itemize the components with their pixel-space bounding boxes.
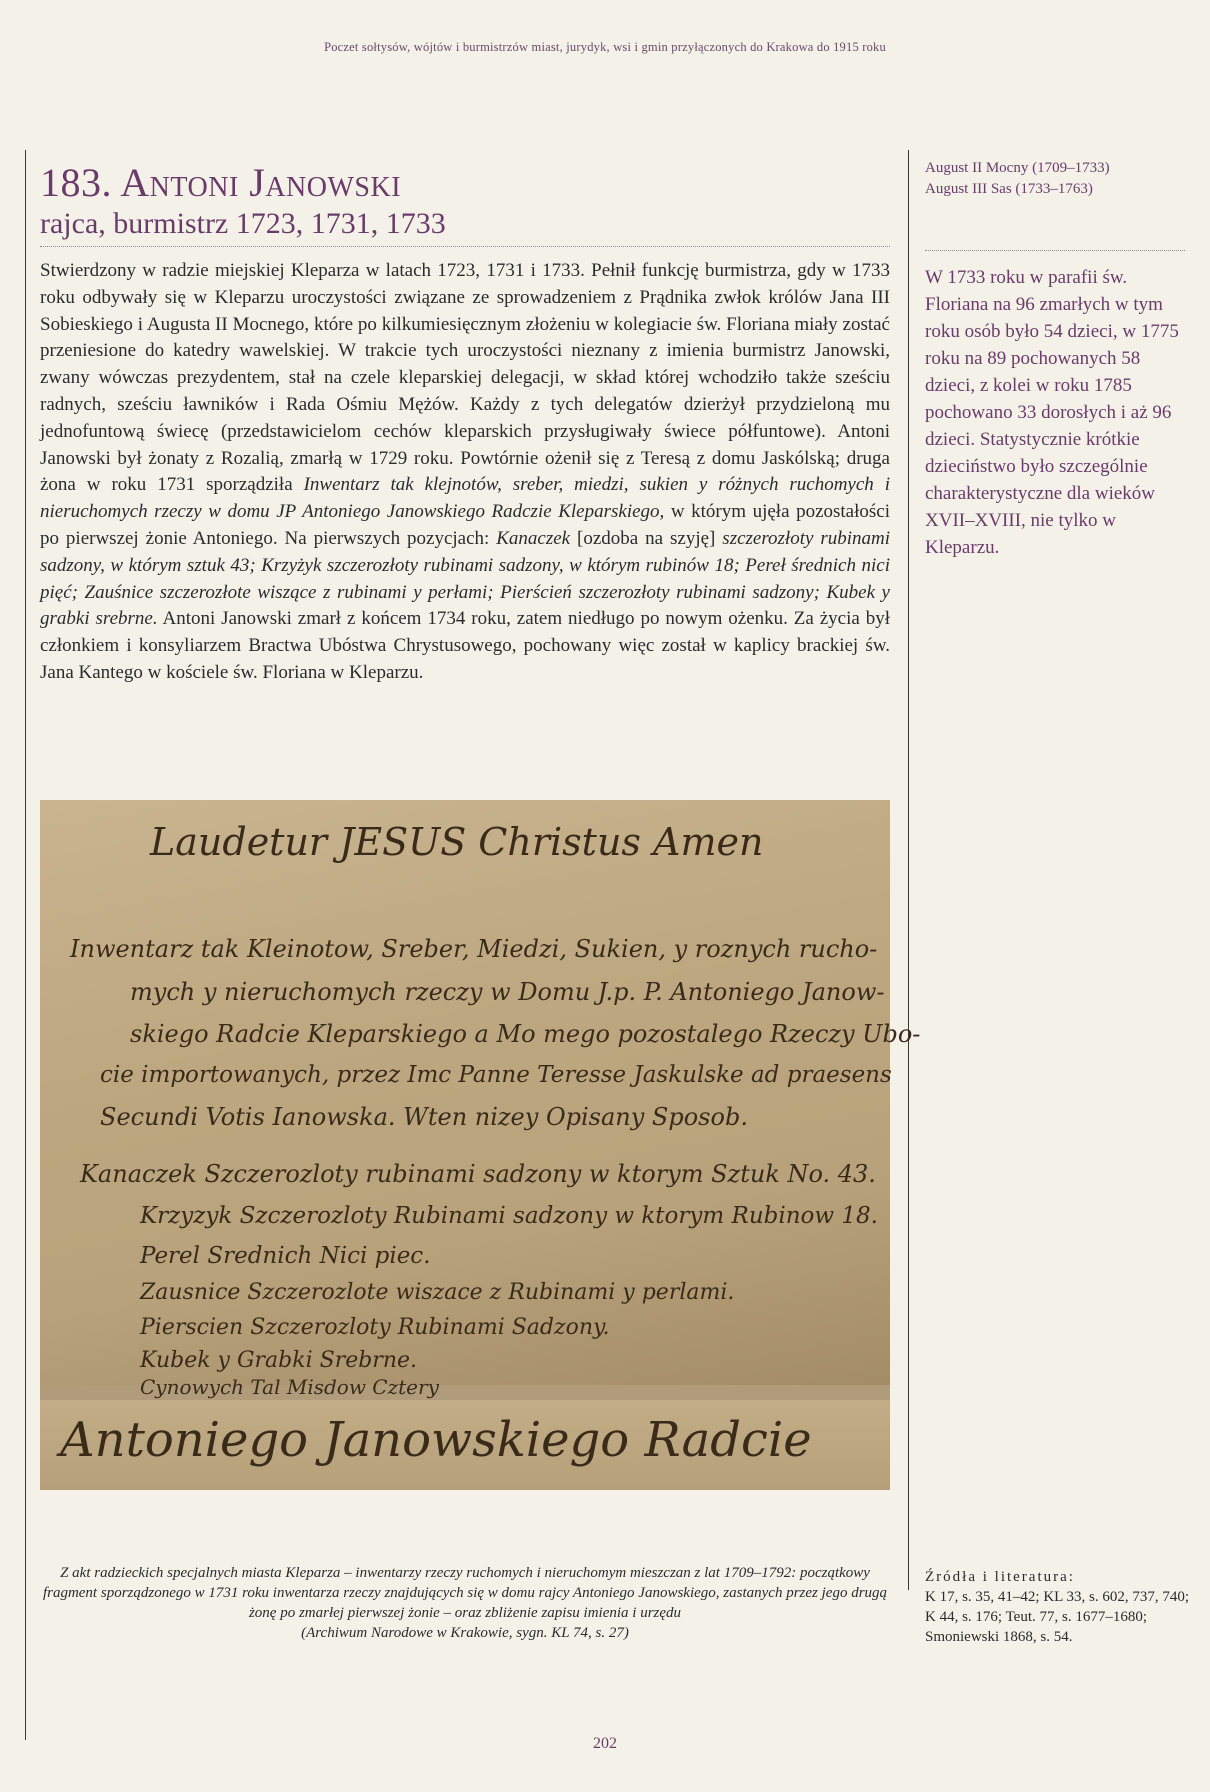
left-margin-rule	[25, 150, 26, 1740]
body-italic-1: Inwentarz tak klejnotów, sreber, miedzi, sukien y różnych ruchomych i nieruchomych rzeczy w domu JP Antoniego Janowskiego Radczie Kleparskiego,	[40, 474, 890, 523]
column-divider-rule	[908, 150, 909, 1590]
sources-text: K 17, s. 35, 41–42; KL 33, s. 602, 737, 740; K 44, s. 176; Teut. 77, s. 1677–1680; Smoniewski 1868, s. 54.	[925, 1589, 1190, 1645]
figure-caption	[40, 1563, 890, 1643]
manuscript-photo	[40, 800, 921, 1490]
manuscript-line: Cynowych Tal Misdow Cztery	[140, 1375, 439, 1399]
body-text-3: [ozdoba na szyję]	[570, 527, 723, 549]
manuscript-line: Inwentarz tak Kleinotow, Sreber, Miedzi, Sukien, y roznych rucho-	[70, 935, 878, 963]
ruler-line-2: August III Sas (1733–1763)	[925, 181, 1093, 197]
body-italic-2: Kanaczek	[496, 527, 571, 549]
sidebar-divider	[925, 250, 1185, 251]
entry-title	[40, 162, 890, 204]
entry-body	[40, 258, 890, 687]
manuscript-line: Pierscien Szczerozloty Rubinami Sadzony.	[140, 1315, 610, 1340]
manuscript-page	[40, 800, 921, 1399]
caption-source: (Archiwum Narodowe w Krakowie, sygn. KL 74, s. 27)	[301, 1625, 629, 1641]
title-divider	[40, 246, 890, 247]
page-number: 202	[593, 1735, 617, 1752]
manuscript-line: Kanaczek Szczerozloty rubinami sadzony w ktorym Sztuk No. 43.	[80, 1160, 876, 1188]
entry-name: Antoni Janowski	[120, 160, 402, 205]
manuscript-line: Kubek y Grabki Srebrne.	[140, 1348, 418, 1373]
manuscript-line: Krzyzyk Szczerozloty Rubinami sadzony w ktorym Rubinow 18.	[140, 1203, 878, 1229]
sidebar-note: W 1733 roku w parafii św. Floriana na 96 zmarłych w tym roku osób było 54 dzieci, w 1775 roku na 89 pochowanych 58 dzieci, z kolei w roku 1785 pochowano 33 dorosłych i aż 96 dzieci. Statystycznie krótkie dzieciństwo było szczególnie charakterystyczne dla wieków XVII–XVIII, nie tylko w Kleparzu.	[925, 267, 1179, 558]
running-header: Poczet sołtysów, wójtów i burmistrzów miast, jurydyk, wsi i gmin przyłączonych do Krakowa do 1915 roku	[324, 40, 886, 54]
manuscript-zoom-line: Antoniego Janowskiego Radcie	[60, 1412, 812, 1468]
caption-text: Z akt radzieckich specjalnych miasta Kleparza – inwentarzy rzeczy ruchomych i nieruchomym mieszczan z lat 1709–1792: początkowy fragment sporządzonego w 1731 roku inwentarza rzeczy znajdujących się w domu rajcy Antoniego Janowskiego, zastanych przez jego drugą żonę po zmarłej pierwszej żonie – oraz zbliżenie zapisu imienia i urzędu	[42, 1565, 888, 1621]
manuscript-line: skiego Radcie Kleparskiego a Mo mego pozostalego Rzeczy Ubo-	[130, 1020, 921, 1048]
body-text-1: Stwierdzony w radzie miejskiej Kleparza w latach 1723, 1731 i 1733. Pełnił funkcję burmistrza, gdy w 1733 roku odbywały się w Kleparzu uroczystości związane ze sprowadzeniem z Prądnika zwłok królów Jana III Sobieskiego i Augusta II Mocnego, które po kilkumiesięcznym złożeniu w kolegiacie św. Floriana miały zostać przeniesione do katedry wawelskiej. W trakcie tych uroczystości nieznany z imienia burmistrz Janowski, zwany wówczas prezydentem, stał na czele kleparskiej delegacji, w skład której wchodziło także sześciu radnych, sześciu ławników i Rada Ośmiu Mężów. Każdy z tych delegatów dzierżył przydzieloną mu jednofuntową świecę (przedstawicielom cechów kleparskich przysługiwały świece półfuntowe). Antoni Janowski był żonaty z Rozalią, zmarłą w 1729 roku. Powtórnie ożenił się z Teresą z domu Jaskólską; druga żona w roku 1731 sporządziła	[40, 260, 890, 496]
manuscript-line: Secundi Votis Ianowska. Wten nizey Opisany Sposob.	[100, 1103, 748, 1131]
manuscript-line: Perel Srednich Nici piec.	[140, 1243, 431, 1269]
manuscript-zoom	[40, 1400, 890, 1490]
sources-heading: Źródła i literatura:	[925, 1569, 1075, 1585]
sources-box	[925, 1567, 1190, 1647]
entry-subtitle: rajca, burmistrz 1723, 1731, 1733	[40, 207, 446, 240]
entry-number: 183.	[40, 160, 112, 205]
manuscript-line: Zausnice Szczerozlote wiszace z Rubinami y perlami.	[140, 1280, 735, 1305]
body-text-4: Antoni Janowski zmarł z końcem 1734 roku, zatem niedługo po nowym ożenku. Za życia był członkiem i konsyliarzem Bractwa Ubóstwa Chrystusowego, pochowany więc został w kaplicy brackiej św. Jana Kantego w kościele św. Floriana w Kleparzu.	[40, 608, 891, 683]
manuscript-line: cie importowanych, przez Imc Panne Teresse Jaskulske ad praesens	[100, 1062, 892, 1088]
body-italic-3: szczerozłoty rubinami sadzony, w którym sztuk 43; Krzyżyk szczerozłoty rubinami sadzony, w którym rubinów 18; Pereł średnich nici pięć; Zauśnice szczerozłote wiszące z rubinami y perłami; Pierścień szczerozłoty rubinami sadzony; Kubek y grabki srebrne.	[40, 527, 891, 630]
manuscript-line: Laudetur JESUS Christus Amen	[150, 820, 764, 864]
body-text-2: w którym ujęła pozostałości po pierwszej żonie Antoniego. Na pierwszych pozycjach:	[40, 501, 890, 549]
sidebar-rulers	[925, 158, 1165, 200]
manuscript-line: mych y nieruchomych rzeczy w Domu J.p. P. Antoniego Janow-	[130, 978, 885, 1006]
ruler-line-1: August II Mocny (1709–1733)	[925, 160, 1110, 176]
entry-header	[40, 162, 890, 242]
